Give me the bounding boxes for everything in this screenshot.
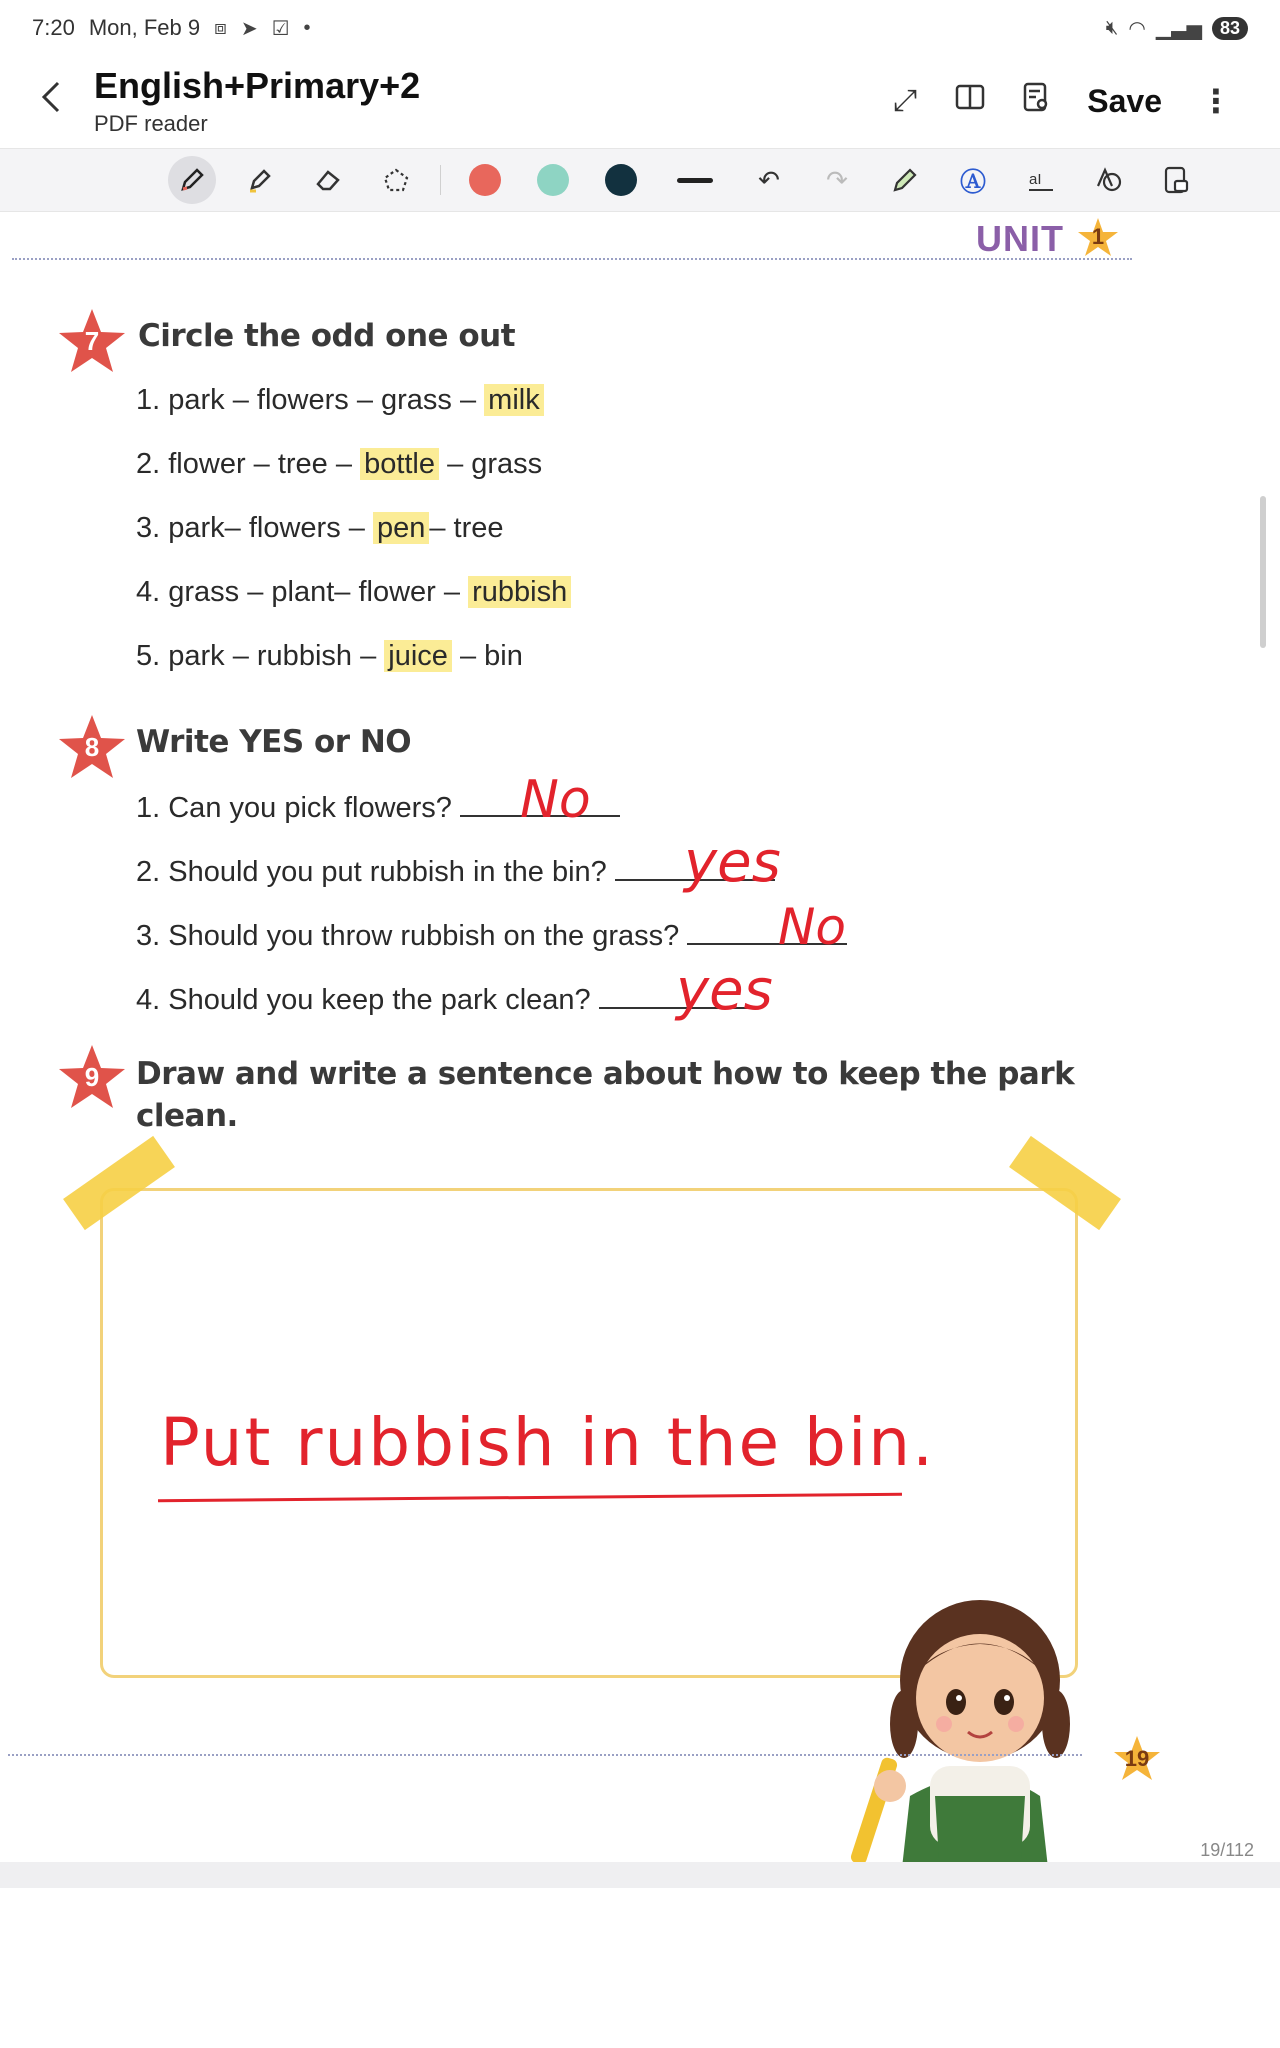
chevron-left-icon	[40, 80, 62, 114]
color-swatch-dark[interactable]	[605, 164, 637, 196]
exercise-7-badge: 7	[56, 306, 128, 378]
list-item: 4. grass – plant– flower – rubbish	[136, 576, 571, 609]
highlighter-tool-icon[interactable]	[236, 156, 284, 204]
checkbox-icon: ☑	[271, 17, 290, 40]
color-swatch-teal[interactable]	[537, 164, 569, 196]
expand-icon[interactable]: ⤢	[893, 84, 918, 117]
telegram-icon: ➤	[240, 17, 258, 40]
status-bar	[0, 0, 1280, 56]
text-box-icon[interactable]	[1017, 156, 1065, 204]
redo-icon[interactable]: ↷	[826, 164, 848, 195]
page-counter: 19/112	[1200, 1840, 1254, 1860]
mute-icon: 🔇︎	[1105, 16, 1119, 39]
wifi-icon: ◠	[1128, 17, 1146, 40]
app-header	[0, 56, 1280, 146]
undo-icon[interactable]: ↶	[758, 164, 780, 195]
exercise-7-title: Circle the odd one out	[138, 318, 516, 354]
status-date: Mon, Feb 9	[88, 15, 201, 40]
list-item: 2. Should you put rubbish in the bin?	[136, 856, 775, 889]
screenshot-icon: ⧈	[214, 16, 227, 39]
list-item: 4. Should you keep the park clean?	[136, 984, 759, 1017]
handwritten-answer: No	[520, 770, 591, 830]
back-button[interactable]	[40, 79, 80, 124]
footer-divider	[8, 1754, 1082, 1756]
annotation-toolbar	[0, 148, 1280, 212]
handwritten-sentence: Put rubbish in the bin.	[160, 1404, 936, 1481]
scrollbar[interactable]	[1260, 496, 1266, 648]
app-subtitle: PDF reader	[94, 111, 208, 136]
exercise-9-title: Draw and write a sentence about how to keep the park	[136, 1056, 1075, 1092]
eraser-tool-icon[interactable]	[304, 156, 352, 204]
book-view-icon[interactable]	[955, 83, 985, 119]
exercise-9-badge: 9	[56, 1042, 128, 1114]
document-settings-icon[interactable]	[1023, 82, 1049, 120]
exercise-8-badge: 8	[56, 712, 128, 784]
stroke-width-icon[interactable]	[677, 178, 713, 183]
save-button[interactable]: Save	[1087, 82, 1162, 119]
list-item: 5. park – rubbish – juice – bin	[136, 640, 523, 672]
marker-tool-icon[interactable]	[881, 156, 929, 204]
unit-star-badge	[1076, 216, 1120, 260]
shapes-tool-icon[interactable]	[1085, 156, 1133, 204]
next-page-area	[0, 1862, 1280, 2048]
handwritten-answer: yes	[676, 958, 773, 1023]
pdf-page	[0, 214, 1280, 1862]
handwritten-answer: yes	[684, 830, 781, 895]
list-item: 3. park– flowers – pen – tree	[136, 512, 504, 544]
exercise-8-title: Write YES or NO	[136, 724, 412, 760]
text-style-icon[interactable]: Ⓐ	[959, 166, 986, 197]
svg-text:aI: aI	[1029, 171, 1042, 188]
document-title: English+Primary+2	[94, 65, 421, 106]
header-divider	[12, 258, 1132, 260]
lasso-tool-icon[interactable]	[372, 156, 420, 204]
signal-icon: ▁▃▅	[1155, 17, 1202, 40]
list-item: 1. park – flowers – grass – milk	[136, 384, 544, 417]
list-item: 3. Should you throw rubbish on the grass?	[136, 920, 847, 953]
toolbar-separator	[440, 165, 441, 195]
unit-label: UNIT	[976, 218, 1064, 259]
dot-icon: •	[303, 16, 311, 39]
page-number-badge: 19	[1112, 1734, 1162, 1784]
status-time: 7:20	[32, 15, 75, 40]
list-item: 1. Can you pick flowers?	[136, 792, 620, 825]
pen-tool-icon[interactable]	[168, 156, 216, 204]
handwritten-answer: No	[778, 898, 846, 956]
exercise-9-title-continued: clean.	[136, 1098, 238, 1134]
more-options-icon[interactable]: ⋮	[1200, 83, 1232, 119]
unit-number: 1	[1091, 224, 1105, 249]
lock-document-icon[interactable]	[1153, 156, 1201, 204]
color-swatch-red[interactable]	[469, 164, 501, 196]
list-item: 2. flower – tree – bottle – grass	[136, 448, 543, 480]
battery-indicator: 83	[1212, 17, 1248, 40]
